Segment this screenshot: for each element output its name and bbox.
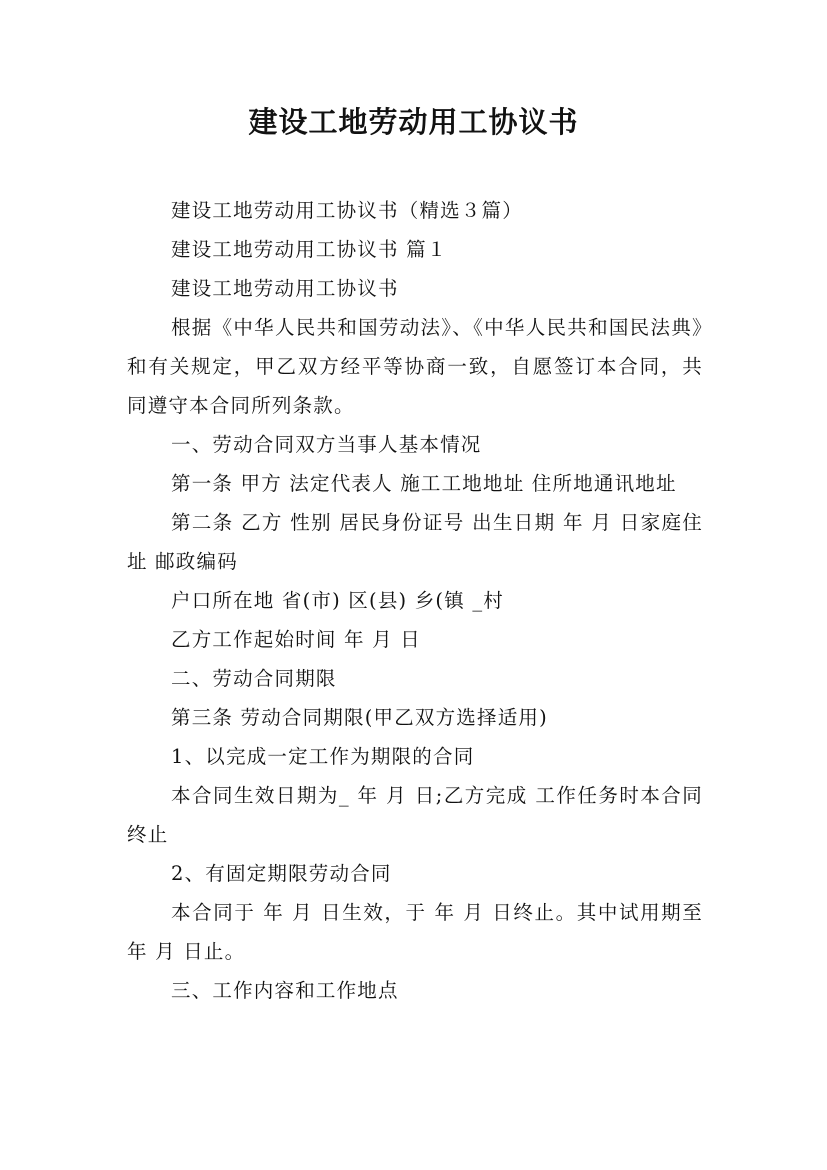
paragraph-preamble: 根据《中华人民共和国劳动法》、《中华人民共和国民法典》和有关规定，甲乙双方经平等协商一致，自愿签订本合同，共同遵守本合同所列条款。 (127, 316, 703, 417)
section-heading-parties: 一、劳动合同双方当事人基本情况 (171, 433, 482, 456)
paragraph-article-heading: 建设工地劳动用工协议书 篇１ (171, 238, 448, 261)
clause-party-b: 第二条 乙方 性别 居民身份证号 出生日期 年 月 日家庭住址 邮政编码 (127, 511, 703, 573)
list-item-task-based-contract: 1、以完成一定工作为期限的合同 (171, 745, 475, 768)
document-title: 建设工地劳动用工协议书 (248, 105, 579, 139)
paragraph-agreement-title: 建设工地劳动用工协议书 (171, 277, 399, 300)
clause-contract-term: 第三条 劳动合同期限(甲乙双方选择适用) (171, 706, 548, 729)
paragraph-task-based-effective: 本合同生效日期为_ 年 月 日;乙方完成 工作任务时本合同终止 (127, 784, 703, 846)
clause-party-a: 第一条 甲方 法定代表人 施工工地地址 住所地通讯地址 (171, 472, 677, 495)
paragraph-collection-heading: 建设工地劳动用工协议书（精选３篇） (171, 199, 523, 222)
document-body (127, 191, 703, 1010)
section-heading-term: 二、劳动合同期限 (171, 667, 337, 690)
paragraph-fixed-term-dates: 本合同于 年 月 日生效，于 年 月 日终止。其中试用期至 年 月 日止。 (127, 901, 703, 963)
section-heading-work-content: 三、工作内容和工作地点 (171, 979, 399, 1002)
paragraph-household-registration: 户口所在地 省(市) 区(县) 乡(镇 _村 (171, 589, 504, 612)
paragraph-start-date: 乙方工作起始时间 年 月 日 (171, 628, 421, 651)
list-item-fixed-term-contract: 2、有固定期限劳动合同 (171, 862, 392, 885)
